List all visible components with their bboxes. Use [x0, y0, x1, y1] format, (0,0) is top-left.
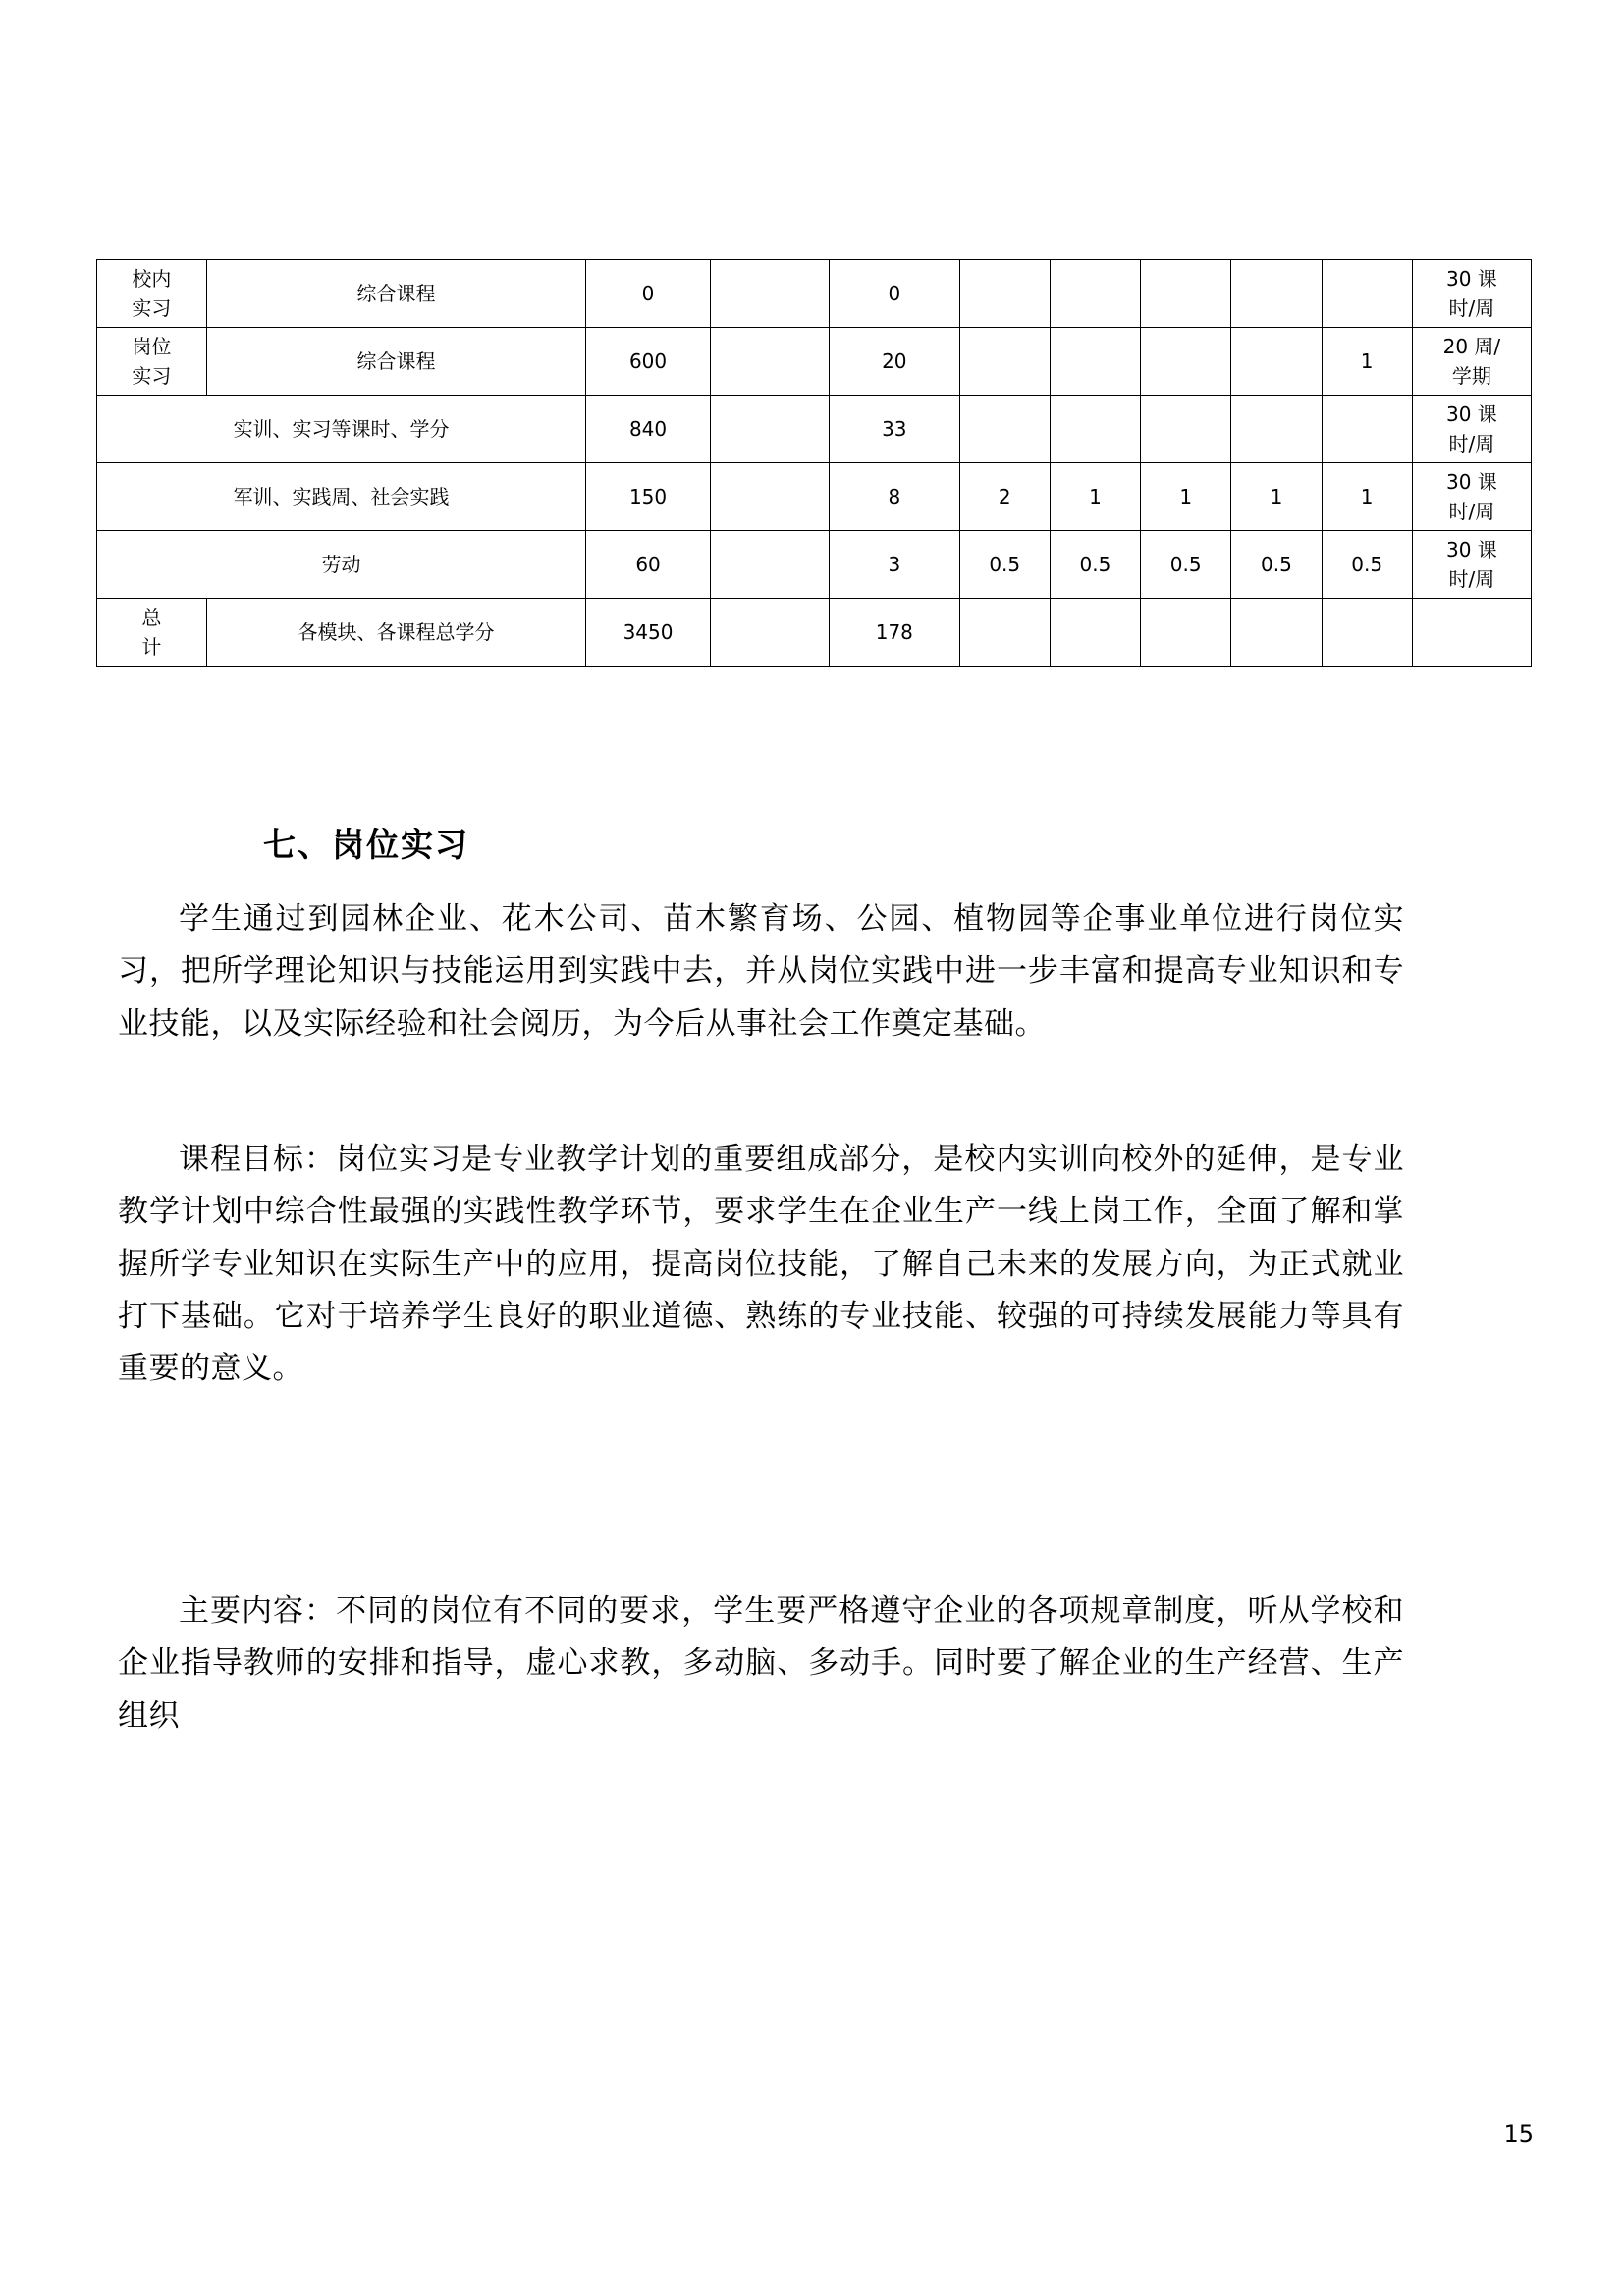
row-sem-1: 2	[959, 463, 1050, 531]
row-sem-1	[959, 396, 1050, 463]
row-label	[97, 328, 207, 396]
paragraph-main-content: 主要内容：不同的岗位有不同的要求，学生要严格遵守企业的各项规章制度，听从学校和企业指导教师的安排和指导，虚心求教，多动脑、多动手。同时要了解企业的生产经营、生产组织	[118, 1593, 1404, 1734]
row-sem-5: 1	[1322, 463, 1412, 531]
page-number: 15	[1503, 2120, 1534, 2148]
row-sem-3	[1141, 260, 1231, 328]
row-blank	[710, 531, 829, 599]
curriculum-table-container	[96, 259, 1532, 667]
row-note-line2: 时/周	[1448, 567, 1495, 591]
table-row	[97, 260, 1532, 328]
row-credit: 0	[830, 260, 960, 328]
row-note-line2: 时/周	[1448, 500, 1495, 523]
row-course-name: 实训、实习等课时、学分	[97, 396, 586, 463]
row-note-line2: 时/周	[1448, 432, 1495, 455]
row-hours: 3450	[586, 599, 711, 667]
row-hours: 840	[586, 396, 711, 463]
row-blank	[710, 463, 829, 531]
row-credit: 8	[830, 463, 960, 531]
row-sem-1	[959, 328, 1050, 396]
row-label-line1: 岗位	[132, 335, 172, 358]
row-label-line1: 校内	[132, 267, 172, 291]
row-note	[1412, 463, 1531, 531]
row-credit: 178	[830, 599, 960, 667]
row-note-line2: 学期	[1451, 364, 1491, 388]
row-sem-4: 1	[1231, 463, 1322, 531]
row-sem-5	[1322, 396, 1412, 463]
table-row	[97, 328, 1532, 396]
row-sem-2: 1	[1050, 463, 1140, 531]
row-sem-5	[1322, 599, 1412, 667]
row-sem-5: 0.5	[1322, 531, 1412, 599]
row-sem-5: 1	[1322, 328, 1412, 396]
row-note	[1412, 599, 1531, 667]
section-heading: 七、岗位实习	[263, 826, 469, 864]
row-course-name: 综合课程	[206, 328, 585, 396]
row-note-line1: 30 课	[1445, 538, 1497, 561]
row-note	[1412, 328, 1531, 396]
row-sem-1: 0.5	[959, 531, 1050, 599]
row-course-name: 劳动	[97, 531, 586, 599]
row-label-line2: 实习	[132, 296, 172, 320]
row-credit: 33	[830, 396, 960, 463]
row-note	[1412, 260, 1531, 328]
row-sem-2	[1050, 599, 1140, 667]
row-blank	[710, 599, 829, 667]
row-sem-4	[1231, 599, 1322, 667]
row-sem-3	[1141, 328, 1231, 396]
row-note-line2: 时/周	[1448, 296, 1495, 320]
row-course-name: 各模块、各课程总学分	[206, 599, 585, 667]
table-row	[97, 531, 1532, 599]
row-course-name: 军训、实践周、社会实践	[97, 463, 586, 531]
row-note	[1412, 531, 1531, 599]
row-sem-3: 1	[1141, 463, 1231, 531]
row-label-line2: 计	[141, 635, 162, 659]
row-sem-3	[1141, 599, 1231, 667]
row-note	[1412, 396, 1531, 463]
row-hours: 60	[586, 531, 711, 599]
table-row	[97, 599, 1532, 667]
row-sem-2	[1050, 260, 1140, 328]
row-sem-3	[1141, 396, 1231, 463]
row-label	[97, 260, 207, 328]
row-hours: 600	[586, 328, 711, 396]
row-hours: 0	[586, 260, 711, 328]
row-sem-5	[1322, 260, 1412, 328]
row-credit: 20	[830, 328, 960, 396]
row-blank	[710, 260, 829, 328]
paragraph-intro: 学生通过到园林企业、花木公司、苗木繁育场、公园、植物园等企事业单位进行岗位实习，把所学理论知识与技能运用到实践中去，并从岗位实践中进一步丰富和提高专业知识和专业技能，以及实际经验和社会阅历，为今后从事社会工作奠定基础。	[118, 901, 1404, 1041]
row-sem-2	[1050, 396, 1140, 463]
row-sem-4	[1231, 396, 1322, 463]
row-sem-4	[1231, 328, 1322, 396]
row-sem-3: 0.5	[1141, 531, 1231, 599]
row-hours: 150	[586, 463, 711, 531]
row-note-line1: 30 课	[1445, 470, 1497, 494]
row-sem-4	[1231, 260, 1322, 328]
row-sem-4: 0.5	[1231, 531, 1322, 599]
table-row	[97, 396, 1532, 463]
row-label-line2: 实习	[132, 364, 172, 388]
row-sem-2: 0.5	[1050, 531, 1140, 599]
row-label-line1: 总	[141, 606, 162, 629]
row-label-total	[97, 599, 207, 667]
curriculum-table	[96, 259, 1532, 667]
row-sem-1	[959, 260, 1050, 328]
paragraph-course-goal: 课程目标：岗位实习是专业教学计划的重要组成部分，是校内实训向校外的延伸，是专业教学计划中综合性最强的实践性教学环节，要求学生在企业生产一线上岗工作，全面了解和掌握所学专业知识在实际生产中的应用，提高岗位技能，了解自己未来的发展方向，为正式就业打下基础。它对于培养学生良好的职业道德、熟练的专业技能、较强的可持续发展能力等具有重要的意义。	[118, 1142, 1404, 1387]
row-sem-2	[1050, 328, 1140, 396]
row-course-name: 综合课程	[206, 260, 585, 328]
row-note-line1: 20 周/	[1442, 335, 1501, 358]
row-note-line1: 30 课	[1445, 402, 1497, 426]
row-sem-1	[959, 599, 1050, 667]
table-row	[97, 463, 1532, 531]
row-credit: 3	[830, 531, 960, 599]
row-blank	[710, 396, 829, 463]
row-note-line1: 30 课	[1445, 267, 1497, 291]
row-blank	[710, 328, 829, 396]
